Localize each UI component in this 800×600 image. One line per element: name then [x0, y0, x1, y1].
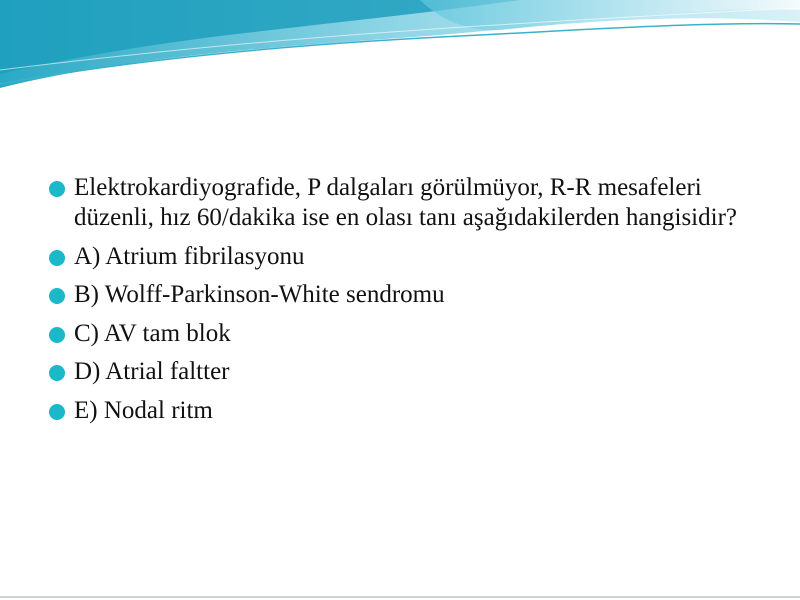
- bottom-divider: [0, 596, 800, 598]
- top-wave-decoration: [0, 0, 800, 90]
- option-d-text: D) Atrial faltter: [74, 358, 230, 385]
- bullet-dot-icon: [48, 287, 66, 305]
- option-e-text: E) Nodal ritm: [74, 396, 213, 424]
- option-a: [48, 242, 768, 272]
- bullet-dot-icon: [48, 403, 66, 421]
- bullet-dot-icon: [48, 326, 66, 344]
- option-d: [48, 357, 768, 387]
- option-c: [48, 319, 768, 349]
- option-a-text: A) Atrium fibrilasyonu: [74, 242, 305, 270]
- question-text: Elektrokardiyografide, P dalgaları görülmüyor, R-R mesafeleri düzenli, hız 60/dakika ise en olası tanı aşağıdakilerden hangisidir?: [74, 174, 737, 231]
- option-c-text: C) AV tam blok: [74, 319, 231, 347]
- bullet-dot-icon: [48, 364, 66, 382]
- bullet-dot-icon: [48, 249, 66, 267]
- question-list: [48, 173, 768, 434]
- option-b-text: B) Wolff-Parkinson-White sendromu: [74, 281, 445, 308]
- bullet-dot-icon: [48, 180, 66, 198]
- option-b: [48, 280, 768, 310]
- option-e: [48, 396, 768, 426]
- question-item: [48, 173, 768, 233]
